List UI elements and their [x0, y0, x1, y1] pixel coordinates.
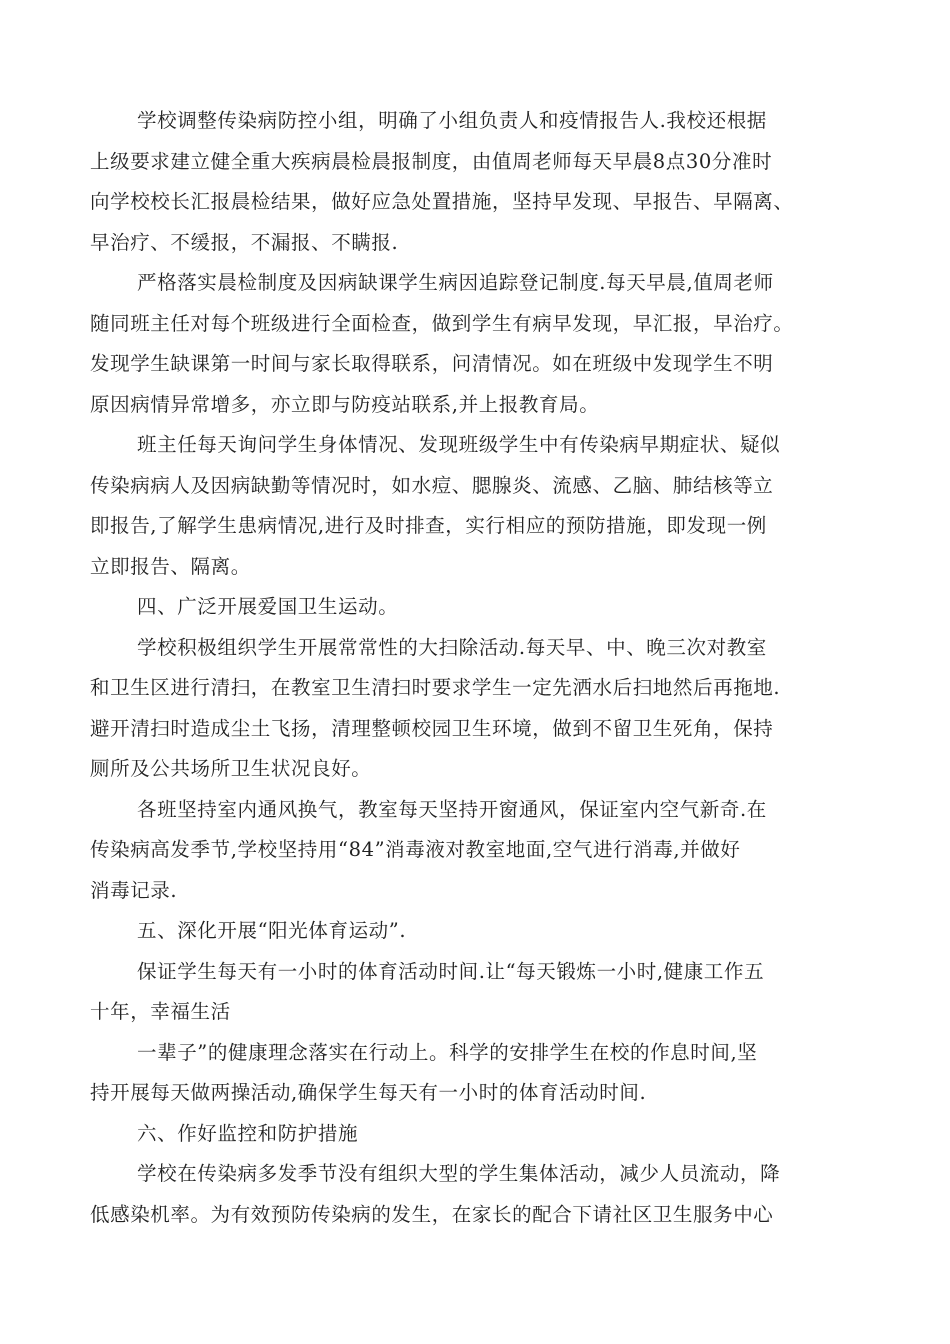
text-line: 持开展每天做两操活动,确保学生每天有一小时的体育活动时间. — [90, 1081, 647, 1104]
text-line: 班主任每天询问学生身体情况、发现班级学生中有传染病早期症状、疑似 — [137, 433, 781, 456]
text-line: 向学校校长汇报晨检结果，做好应急处置措施，坚持早发现、早报告、早隔离、 — [90, 190, 794, 213]
text-line: 传染病病人及因病缺勤等情况时，如水痘、腮腺炎、流感、乙脑、肺结核等立 — [90, 474, 774, 497]
text-line: 随同班主任对每个班级进行全面检查，做到学生有病早发现，早汇报，早治疗。 — [90, 312, 794, 335]
text-line: 立即报告、隔离。 — [90, 555, 251, 578]
text-line: 学校调整传染病防控小组，明确了小组负责人和疫情报告人.我校还根据 — [137, 109, 767, 132]
text-line: 一辈子”的健康理念落实在行动上。科学的安排学生在校的作息时间,坚 — [137, 1041, 758, 1064]
text-line: 厕所及公共场所卫生状况良好。 — [90, 757, 372, 780]
text-line: 原因病情异常增多，亦立即与防疫站联系,并上报教育局。 — [90, 393, 600, 416]
text-line: 保证学生每天有一小时的体育活动时间.让“每天锻炼一小时,健康工作五 — [137, 960, 765, 983]
text-line: 和卫生区进行清扫，在教室卫生清扫时要求学生一定先洒水后扫地然后再拖地. — [90, 676, 781, 699]
text-line: 学校在传染病多发季节没有组织大型的学生集体活动，减少人员流动，降 — [137, 1162, 781, 1185]
text-line: 发现学生缺课第一时间与家长取得联系，问清情况。如在班级中发现学生不明 — [90, 352, 774, 375]
text-line: 消毒记录. — [90, 879, 178, 902]
text-line: 十年，幸福生活 — [90, 1000, 231, 1023]
text-line: 严格落实晨检制度及因病缺课学生病因追踪登记制度.每天早晨,值周老师 — [137, 271, 774, 294]
text-line: 各班坚持室内通风换气，教室每天坚持开窗通风，保证室内空气新奇.在 — [137, 798, 767, 821]
text-line: 上级要求建立健全重大疾病晨检晨报制度，由值周老师每天早晨8点30分准时 — [90, 150, 773, 173]
text-line: 避开清扫时造成尘土飞扬，清理整顿校园卫生环境，做到不留卫生死角，保持 — [90, 717, 774, 740]
text-line: 四、广泛开展爱国卫生运动。 — [137, 595, 399, 618]
text-line: 即报告,了解学生患病情况,进行及时排查，实行相应的预防措施，即发现一例 — [90, 514, 767, 537]
text-line: 学校积极组织学生开展常常性的大扫除活动.每天早、中、晚三次对教室 — [137, 636, 767, 659]
text-line: 传染病高发季节,学校坚持用“84”消毒液对教室地面,空气进行消毒,并做好 — [90, 838, 741, 861]
text-line: 六、作好监控和防护措施 — [137, 1122, 359, 1145]
text-line: 低感染机率。为有效预防传染病的发生，在家长的配合下请社区卫生服务中心 — [90, 1203, 774, 1226]
text-line: 早治疗、不缓报，不漏报、不瞒报. — [90, 231, 399, 254]
text-line: 五、深化开展“阳光体育运动”. — [137, 919, 407, 942]
